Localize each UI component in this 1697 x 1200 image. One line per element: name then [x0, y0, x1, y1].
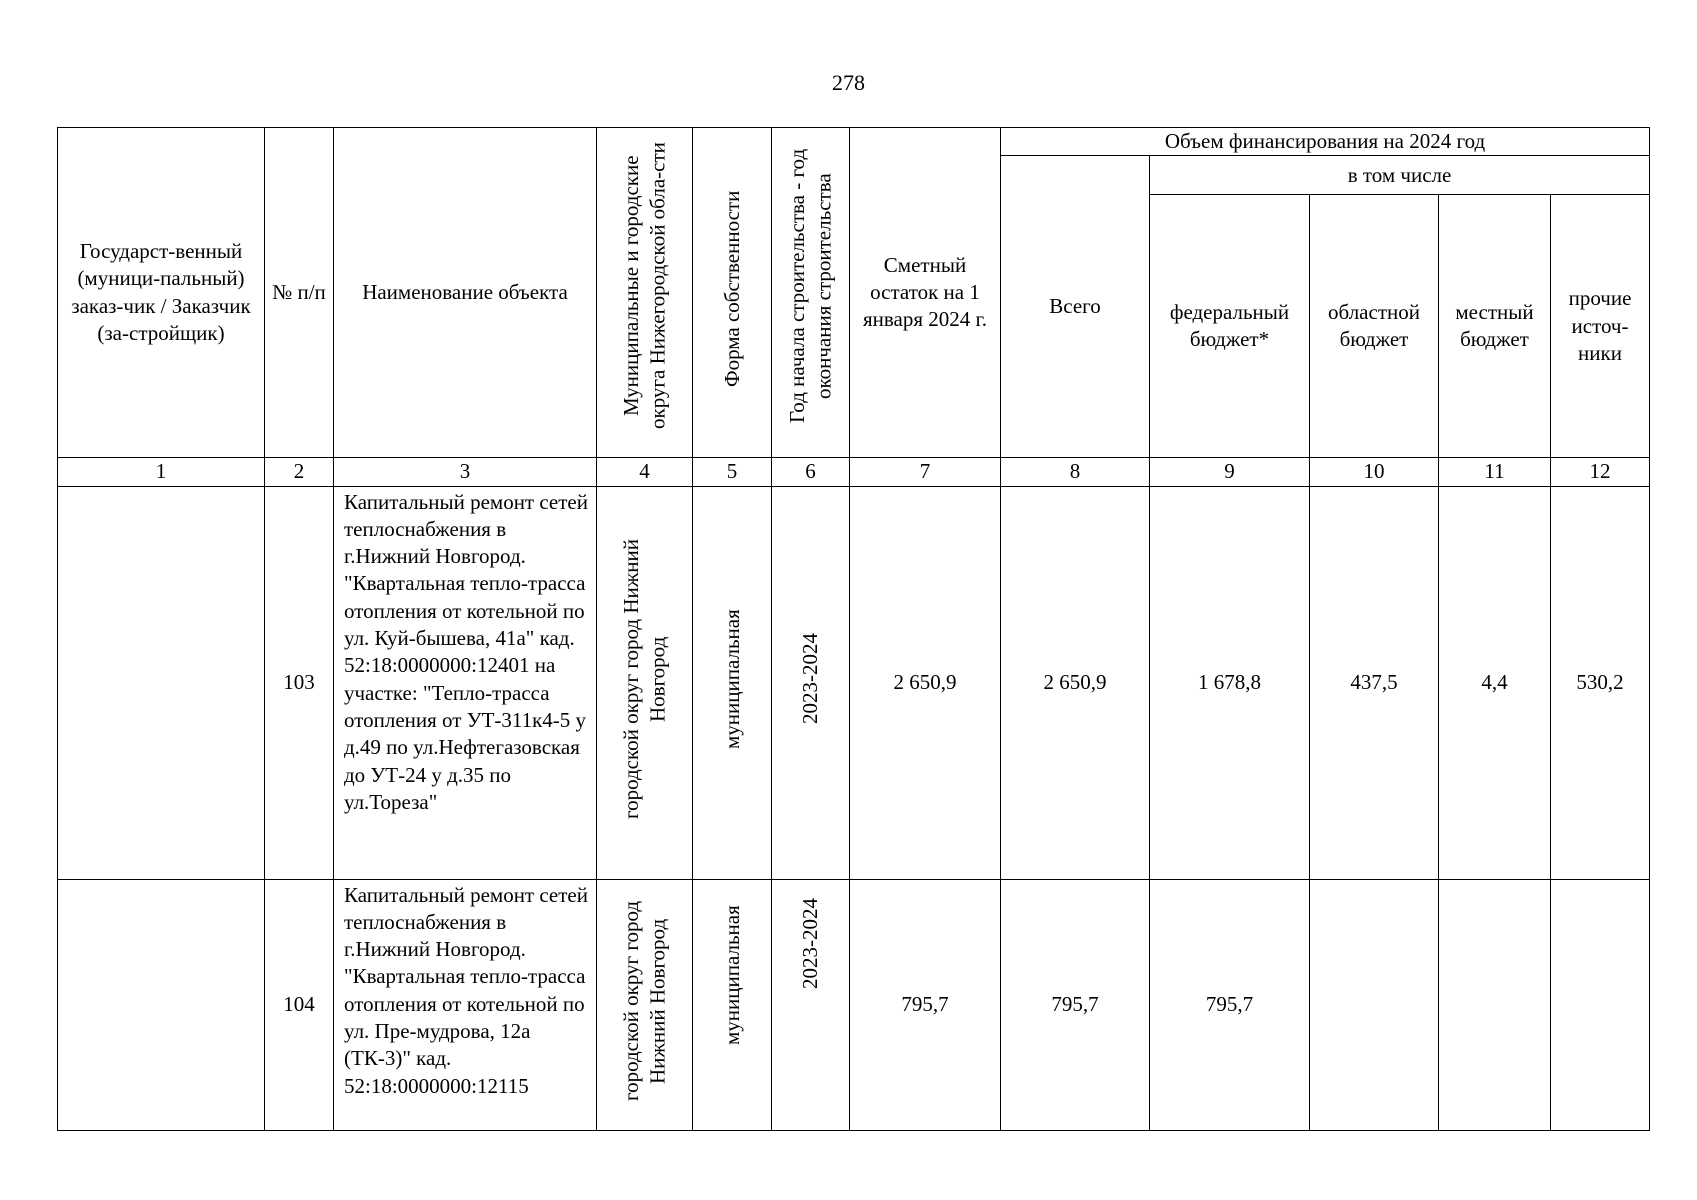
- row-ownership: муниципальная: [719, 904, 744, 1045]
- row-local: 4,4: [1439, 486, 1551, 879]
- header-row-1: [58, 128, 1650, 156]
- column-number: 10: [1310, 458, 1439, 486]
- header-number: № п/п: [265, 128, 334, 458]
- row-years-cell: [772, 879, 850, 1130]
- page-number: 278: [832, 70, 865, 95]
- header-municipal-cell: [597, 128, 693, 458]
- header-federal: федеральный бюджет*: [1150, 195, 1310, 458]
- row-number: 103: [265, 486, 334, 879]
- column-number: 9: [1150, 458, 1310, 486]
- row-other: 530,2: [1551, 486, 1650, 879]
- header-customer: Государст-венный (муници-пальный) заказ-чик / Заказчик (за-стройщик): [58, 128, 265, 458]
- row-municipality-cell: [597, 879, 693, 1130]
- row-local: [1439, 879, 1551, 1130]
- header-estimate-balance: Сметный остаток на 1 января 2024 г.: [850, 128, 1001, 458]
- table-row: [58, 879, 1650, 1130]
- row-total: 2 650,9: [1001, 486, 1150, 879]
- header-municipal: Муниципальные и городские округа Нижегородской обла-сти: [619, 142, 670, 430]
- row-regional: [1310, 879, 1439, 1130]
- header-years: Год начала строительства - год окончания строительства: [785, 148, 836, 424]
- row-estimate: 2 650,9: [850, 486, 1001, 879]
- row-ownership-cell: [693, 486, 772, 879]
- header-ownership: Форма собственности: [719, 190, 744, 388]
- column-number: 12: [1551, 458, 1650, 486]
- column-number: 2: [265, 458, 334, 486]
- header-including: в том числе: [1150, 156, 1650, 195]
- row-federal: 795,7: [1150, 879, 1310, 1130]
- row-years-cell: [772, 486, 850, 879]
- row-municipality: городской округ город Нижний Новгород: [619, 900, 670, 1101]
- header-funding-group: Объем финансирования на 2024 год: [1001, 128, 1650, 156]
- column-number: 6: [772, 458, 850, 486]
- column-number: 1: [58, 458, 265, 486]
- row-object-name: Капитальный ремонт сетей теплоснабжения в г.Нижний Новгород. "Квартальная тепло-трасса отопления от котельной по ул. Пре-мудрова, 12а (ТК-3)" кад. 52:18:0000000:12115: [334, 879, 597, 1130]
- row-total: 795,7: [1001, 879, 1150, 1130]
- column-number: 4: [597, 458, 693, 486]
- row-ownership: муниципальная: [719, 609, 744, 749]
- column-number-row: [58, 458, 1650, 486]
- column-number: 8: [1001, 458, 1150, 486]
- row-number: 104: [265, 879, 334, 1130]
- column-number: 11: [1439, 458, 1551, 486]
- header-total: Всего: [1001, 156, 1150, 458]
- header-other: прочие источ-ники: [1551, 195, 1650, 458]
- row-federal: 1 678,8: [1150, 486, 1310, 879]
- header-ownership-cell: [693, 128, 772, 458]
- table-row: [58, 486, 1650, 879]
- column-number: 3: [334, 458, 597, 486]
- row-object-name: Капитальный ремонт сетей теплоснабжения в г.Нижний Новгород. "Квартальная тепло-трасса отопления от котельной по ул. Куй-бышева, 41а" кад. 52:18:0000000:12401 на участке: "Тепло-трасса отопления от УТ-311к4-5 у д.49 по ул.Нефтегазовская до УТ-24 у д.35 по ул.Тореза": [334, 486, 597, 879]
- row-estimate: 795,7: [850, 879, 1001, 1130]
- column-number: 5: [693, 458, 772, 486]
- header-years-cell: [772, 128, 850, 458]
- row-regional: 437,5: [1310, 486, 1439, 879]
- financing-table: [57, 127, 1650, 1131]
- row-other: [1551, 879, 1650, 1130]
- row-years: 2023-2024: [798, 633, 823, 725]
- row-customer: [58, 879, 265, 1130]
- header-regional: областной бюджет: [1310, 195, 1439, 458]
- row-municipality-cell: [597, 486, 693, 879]
- row-ownership-cell: [693, 879, 772, 1130]
- header-object-name: Наименование объекта: [334, 128, 597, 458]
- column-number: 7: [850, 458, 1001, 486]
- row-customer: [58, 486, 265, 879]
- row-municipality: городской округ город Нижний Новгород: [619, 538, 670, 819]
- header-local: местный бюджет: [1439, 195, 1551, 458]
- row-years: 2023-2024: [798, 898, 823, 990]
